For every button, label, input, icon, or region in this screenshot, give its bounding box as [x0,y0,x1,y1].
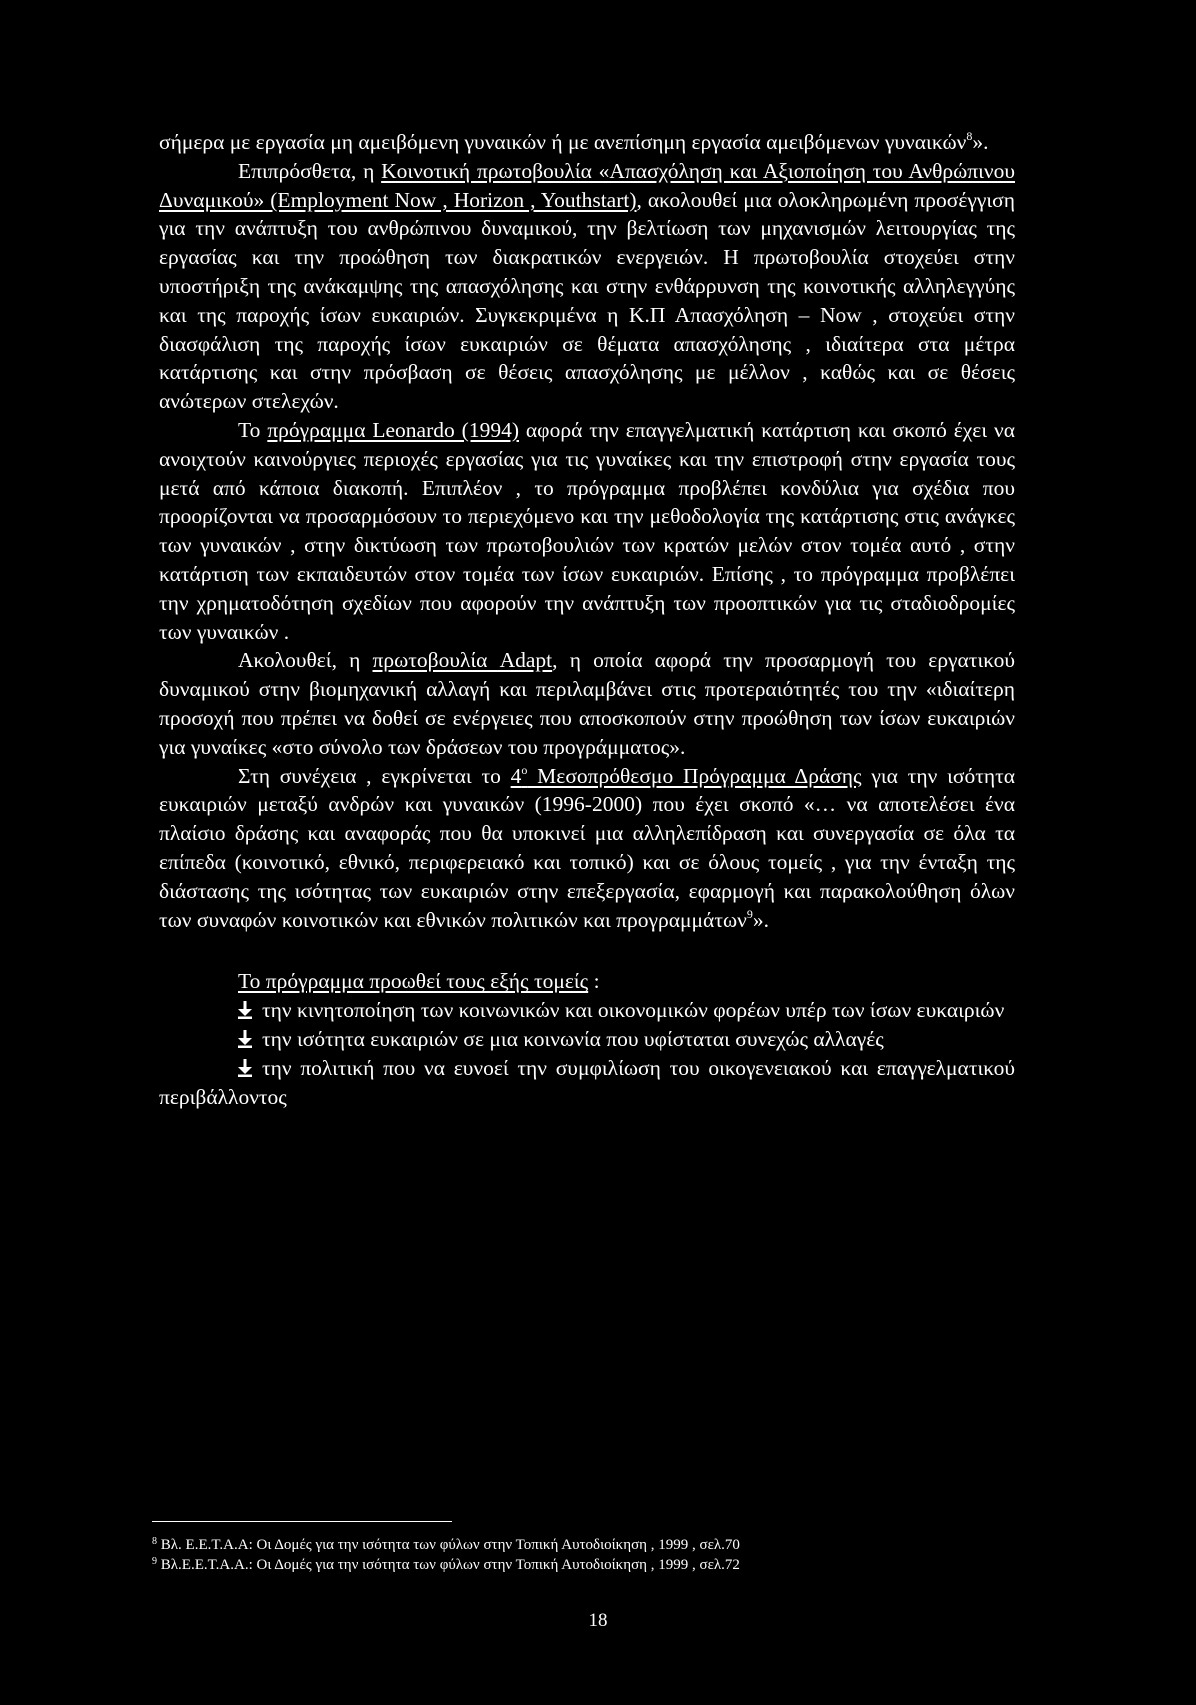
paragraph-text: ». [752,907,769,932]
footnote-number: 9 [152,1556,157,1567]
pointing-down-arrow-icon [238,1054,262,1083]
footnote-separator [152,1521,452,1522]
program-name: Μεσοπρόθεσμο Πρόγραμμα Δράσης [527,763,862,788]
list-item [159,1054,1015,1112]
paragraph-5 [159,762,1015,935]
paragraph-3 [159,416,1015,646]
paragraph-text: ». [972,130,989,154]
footnote-ref-9[interactable]: 9 [746,906,753,921]
list-heading [159,967,1015,996]
underlined-term: πρόγραμμα Leonardo (1994) [267,417,519,442]
pointing-down-arrow-icon [238,996,262,1025]
paragraph-text: αφορά την επαγγελματική κατάρτιση και σκοπό έχει να ανοιχτούν καινούργιες περιοχές εργασίας για τις γυναίκες και την επιστροφή στην εργασία τους μετά από κάποια διακοπή. Επιπλέον , το πρόγραμμα προβλέπει κονδύλια για σχέδια που προορίζονται να προσαρμόσουν το περιεχόμενο και την μεθοδολογία της κατάρτισης στις ανάγκες των γυναικών , στην δικτύωση των πρωτοβουλιών των κρατών μελών στον τομέα αυτό , στην κατάρτιση των εκπαιδευτών στον τομέα των ίσων ευκαιριών. Επίσης , το πρόγραμμα προβλέπει την χρηματοδότηση σχεδίων που αφορούν την ανάπτυξη των προοπτικών για τις σταδιοδρομίες των γυναικών . [159,417,1016,644]
paragraph-text: Το [238,417,268,442]
list-item [159,1025,1015,1054]
list-item-text: την ισότητα ευκαιριών σε μια κοινωνία που υφίσταται συνεχώς αλλαγές [262,1026,884,1051]
list-item-text: την πολιτική που να ευνοεί την συμφιλίωση του οικογενειακού και επαγγελματικού περιβάλλοντος [159,1055,1015,1109]
paragraph-text: Ακολουθεί, η [238,648,373,673]
footnote-text: Βλ. Ε.Ε.Τ.Α.Α: Οι Δομές για την ισότητα των φύλων στην Τοπική Αυτοδιοίκηση , 1999 , σελ.70 [157,1537,740,1553]
program-number: 4 [510,763,522,788]
paragraph-text: Στη συνέχεια , εγκρίνεται το [238,763,511,788]
pointing-down-arrow-icon [238,1025,262,1054]
footnote-ref-8[interactable]: 8 [966,129,973,143]
paragraph-text: για την ισότητα ευκαιριών μεταξύ ανδρών και γυναικών (1996-2000) που έχει σκοπό «… να αποτελέσει ένα πλαίσιο δράσης και αναφοράς που θα υποκινεί μια αλληλεπίδραση και συνεργασία σε όλα τα επίπεδα (κοινοτικό, εθνικό, περιφερειακό και τοπικό) και σε όλους τομείς , για την ένταξη της διάστασης της ισότητας των ευκαιριών στην επεξεργασία, εφαρμογή και παρακολούθηση όλων των συναφών κοινοτικών και εθνικών πολιτικών και προγραμμάτων [159,763,1015,932]
paragraph-text: , ακολουθεί μια ολοκληρωμένη προσέγγιση για την ανάπτυξη του ανθρώπινου δυναμικού, την βελτίωση των μηχανισμών λειτουργίας της εργασίας και την προώθηση των διακρατικών ενεργειών. Η πρωτοβουλία στοχεύει στην υποστήριξη της ανάκαμψης της απασχόλησης και στην ενθάρρυνση της κοινοτικής αλληλεγγύης και της παροχής ίσων ευκαιριών. Συγκεκριμένα η Κ.Π Απασχόληση – Now , στοχεύει στην διασφάλιση της παροχής ίσων ευκαιριών σε θέματα απασχόλησης , ιδιαίτερα στα μέτρα κατάρτισης και στην πρόσβαση σε θέσεις απασχόλησης με μέλλον , καθώς και σε θέσεις ανώτερων στελεχών. [159,187,1015,414]
footnote-text: Βλ.Ε.Ε.Τ.Α.Α.: Οι Δομές για την ισότητα των φύλων στην Τοπική Αυτοδιοίκηση , 1999 , σελ.72 [157,1557,740,1573]
paragraph-4 [159,646,1015,761]
body-text [159,128,1015,1111]
paragraph-2 [159,157,1015,416]
paragraph-text: Επιπρόσθετα, η [238,158,382,183]
list-heading-colon: : [588,969,600,994]
underlined-term: πρωτοβουλία Adapt [372,648,553,673]
footnote-number: 8 [152,1536,157,1547]
footnotes [152,1535,1032,1575]
paragraph-text: , η οποία αφορά την προσαρμογή του εργατικού δυναμικού στην βιομηχανική αλλαγή και περιλαμβάνει στις προτεραιότητές του την «ιδιαίτερη προσοχή που πρέπει να δοθεί σε ενέργειες που αποσκοπούν στην προώθηση των ίσων ευκαιριών για γυναίκες «στο σύνολο των δράσεων του προγράμματος». [159,648,1015,759]
list-heading-text: Το πρόγραμμα προωθεί τους εξής τομείς [238,969,589,994]
paragraph-1 [159,128,1015,157]
list-item-text: την κινητοποίηση των κοινωνικών και οικονομικών φορέων υπέρ των ίσων ευκαιριών [262,998,1005,1023]
page-number: 18 [588,1610,608,1631]
underlined-term [511,764,862,788]
ordinal-suffix: ο [521,762,528,777]
paragraph-text: σήμερα με εργασία μη αμειβόμενη γυναικών ή με ανεπίσημη εργασία αμειβόμενων γυναικών [159,130,967,154]
footnote-8 [152,1535,1032,1555]
underlined-term: Κοινοτική πρωτοβουλία «Απασχόληση και Αξιοποίηση του Ανθρώπινου Δυναμικού» (Employment Now , Horizon , Youthstart) [159,158,1015,212]
footnote-9 [152,1555,1032,1575]
list-item [159,996,1015,1025]
